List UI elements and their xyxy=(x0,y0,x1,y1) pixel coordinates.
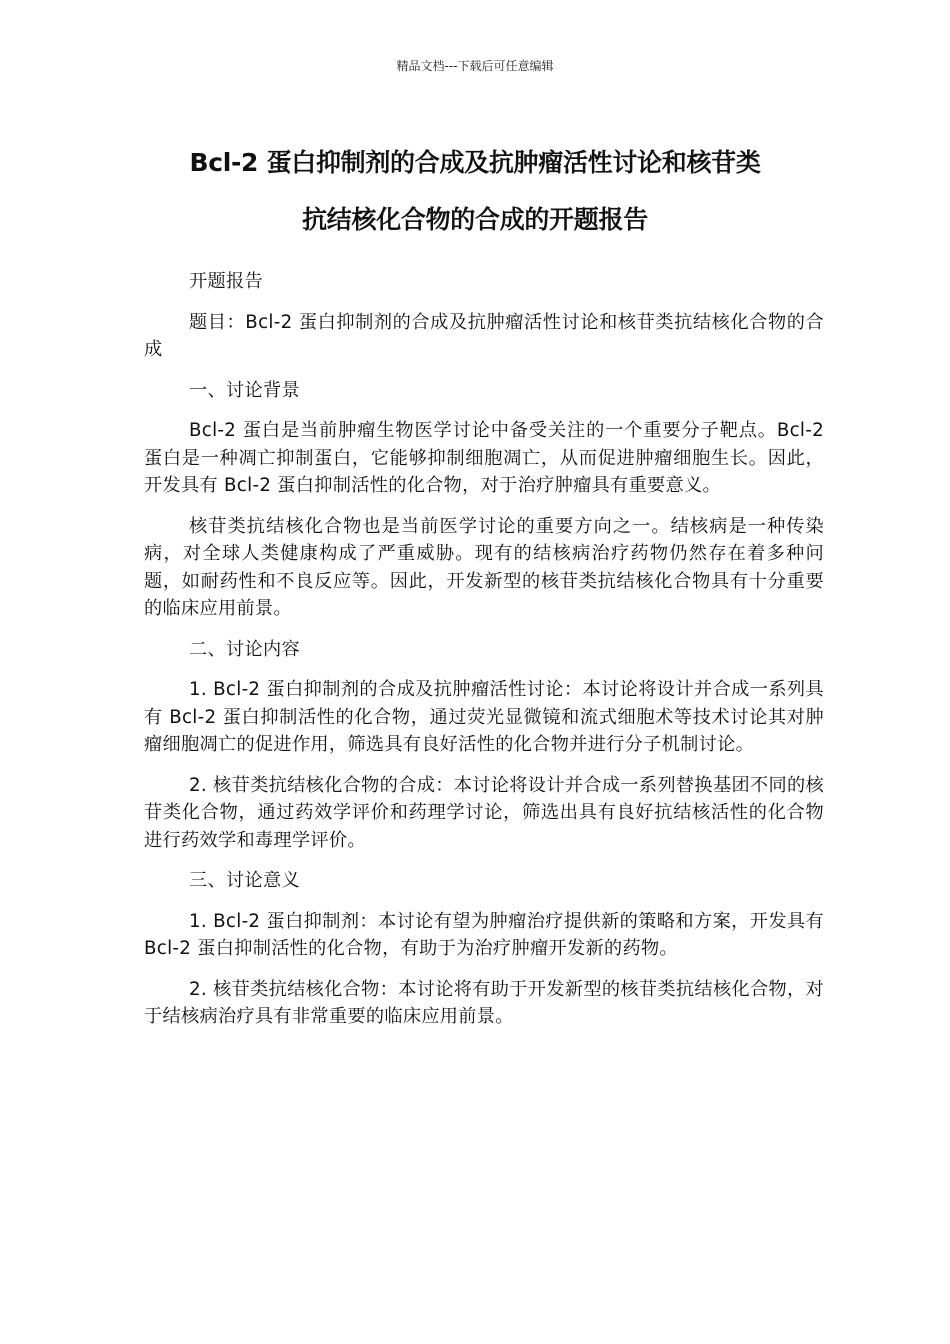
content-paragraph-2: 2. 核苷类抗结核化合物的合成：本讨论将设计并合成一系列替换基团不同的核苷类化合物，通过药效学评价和药理学讨论，筛选出具有良好抗结核活性的化合物进行药效学和毒理学评价。 xyxy=(144,774,824,851)
section-heading-background: 一、讨论背景 xyxy=(189,379,300,401)
section-heading-content: 二、讨论内容 xyxy=(189,638,300,660)
background-paragraph-2: 核苷类抗结核化合物也是当前医学讨论的重要方向之一。结核病是一种传染病，对全球人类健康构成了严重威胁。现有的结核病治疗药物仍然存在着多种问题，如耐药性和不良反应等。因此，开发新型的核苷类抗结核化合物具有十分重要的临床应用前景。 xyxy=(144,515,824,619)
background-paragraph-1: Bcl-2 蛋白是当前肿瘤生物医学讨论中备受关注的一个重要分子靶点。Bcl-2 蛋白是一种凋亡抑制蛋白，它能够抑制细胞凋亡，从而促进肿瘤细胞生长。因此，开发具有 Bcl-2 蛋白抑制活性的化合物，对于治疗肿瘤具有重要意义。 xyxy=(144,420,824,496)
content-paragraph-1: 1. Bcl-2 蛋白抑制剂的合成及抗肿瘤活性讨论：本讨论将设计并合成一系列具有 Bcl-2 蛋白抑制活性的化合物，通过荧光显微镜和流式细胞术等技术讨论其对肿瘤细胞凋亡的促进作用，筛选具有良好活性的化合物并进行分子机制讨论。 xyxy=(144,679,824,755)
significance-paragraph-2: 2. 核苷类抗结核化合物：本讨论将有助于开发新型的核苷类抗结核化合物，对于结核病治疗具有非常重要的临床应用前景。 xyxy=(144,978,824,1027)
section-heading-significance: 三、讨论意义 xyxy=(189,870,300,891)
significance-paragraph-1: 1. Bcl-2 蛋白抑制剂：本讨论有望为肿瘤治疗提供新的策略和方案，开发具有 Bcl-2 蛋白抑制活性的化合物，有助于为治疗肿瘤开发新的药物。 xyxy=(144,910,824,959)
report-label: 开题报告 xyxy=(189,271,263,292)
title-line-1: Bcl-2 蛋白抑制剂的合成及抗肿瘤活性讨论和核苷类 xyxy=(189,148,761,177)
document-title xyxy=(120,134,830,248)
title-line-2: 抗结核化合物的合成的开题报告 xyxy=(302,205,648,234)
topic-paragraph: 题目：Bcl-2 蛋白抑制剂的合成及抗肿瘤活性讨论和核苷类抗结核化合物的合成 xyxy=(144,311,824,360)
page-header: 精品文档---下载后可任意编辑 xyxy=(396,59,554,73)
document-body xyxy=(144,268,824,1044)
